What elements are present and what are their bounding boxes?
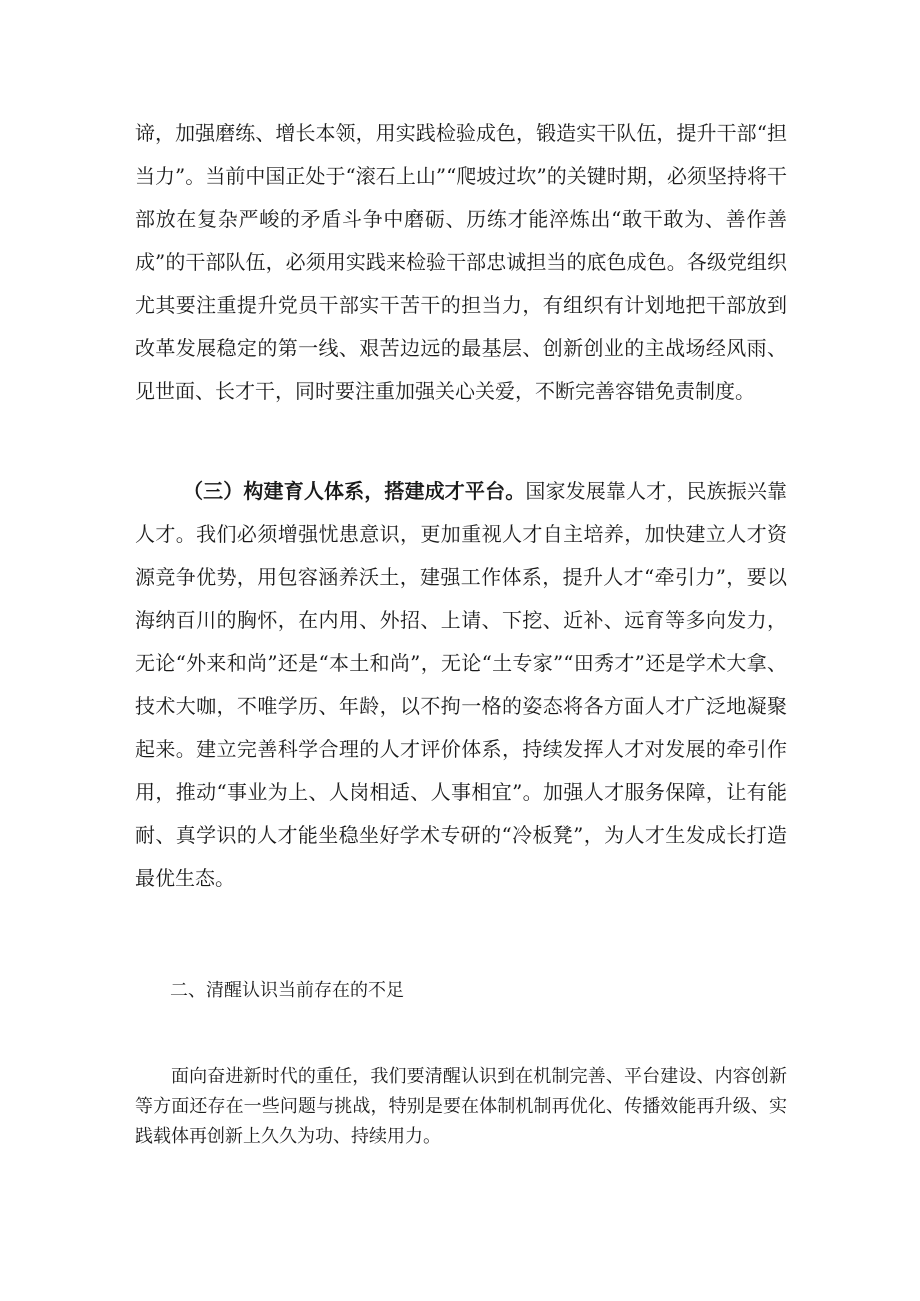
body-paragraph: 谛，加强磨练、增长本领，用实践检验成色，锻造实干队伍，提升干部“担当力”。当前中国正处于“滚石上山”“爬坡过坎”的关键时期，必须坚持将干部放在复杂严峻的矛盾斗争中磨砺、历练才能淬炼出“敢干敢为、善作善成”的干部队伍，必须用实践来检验干部忠诚担当的底色成色。各级党组织尤其要注重提升党员干部实干苦干的担当力，有组织有计划地把干部放到改革发展稳定的第一线、艰苦边远的最基层、创新创业的主战场经风雨、见世面、长才干，同时要注重加强关心关爱，不断完善容错免责制度。 — [135, 121, 787, 403]
subsection-heading: （三）构建育人体系，搭建成才平台。 — [183, 479, 526, 503]
body-paragraph-shortcomings: 面向奋进新时代的重任，我们要清醒认识到在机制完善、平台建设、内容创新等方面还存在一些问题与挑战，特别是要在体制机制再优化、传播效能再升级、实践载体再创新上久久为功、持续用力。 — [135, 1066, 787, 1147]
section-heading: 二、清醒认识当前存在的不足 — [170, 980, 404, 1001]
body-paragraph-talent — [135, 470, 787, 900]
subsection-body: 国家发展靠人才，民族振兴靠人才。我们必须增强忧患意识，更加重视人才自主培养，加快建立人才资源竞争优势，用包容涵养沃土，建强工作体系，提升人才“牵引力”，要以海纳百川的胸怀，在内用、外招、上请、下挖、近补、远育等多向发力，无论“外来和尚”还是“本土和尚”，无论“土专家”“田秀才”还是学术大拿、技术大咖，不唯学历、年龄，以不拘一格的姿态将各方面人才广泛地凝聚起来。建立完善科学合理的人才评价体系，持续发挥人才对发展的牵引作用，推动“事业为上、人岗相适、人事相宜”。加强人才服务保障，让有能耐、真学识的人才能坐稳坐好学术专研的“冷板凳”，为人才生发成长打造最优生态。 — [135, 479, 788, 890]
